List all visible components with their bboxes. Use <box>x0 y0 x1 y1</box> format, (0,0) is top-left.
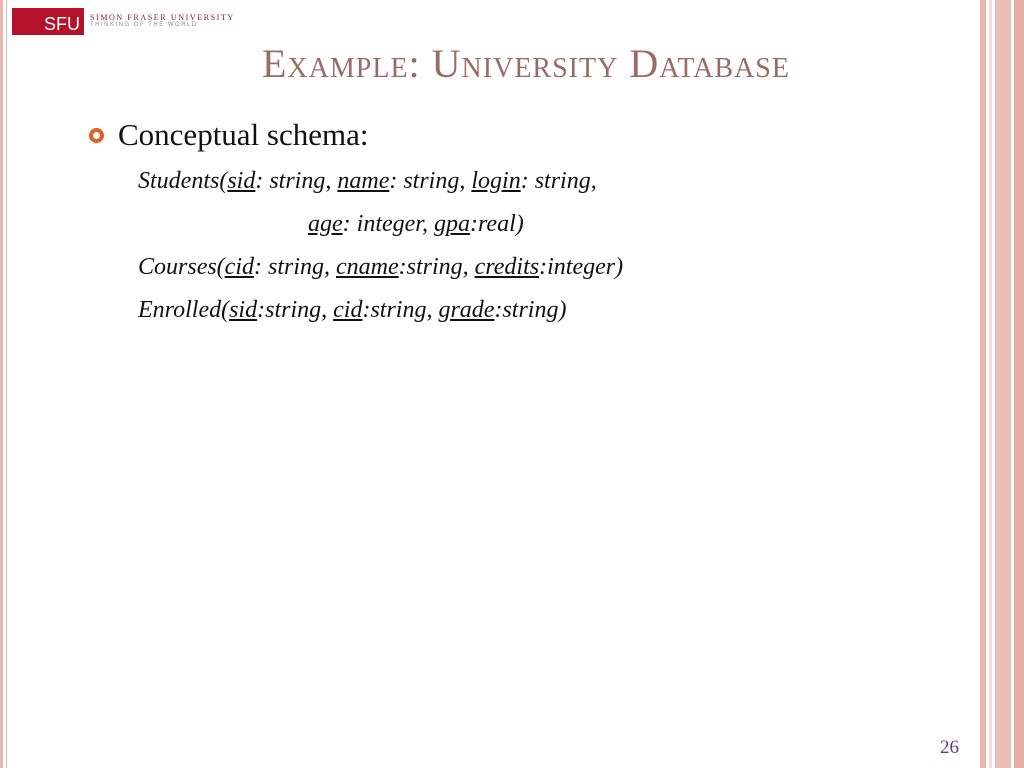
attribute-gpa: gpa <box>433 211 470 237</box>
type-text: :string, <box>362 297 439 323</box>
sfu-logo-mark-text: SFU <box>44 14 80 34</box>
right-border-band <box>989 0 992 768</box>
schema-enrolled <box>138 296 566 325</box>
university-tagline: THINKING OF THE WORLD <box>90 22 198 29</box>
attribute-credits: credits <box>474 254 540 280</box>
type-text: : string, <box>255 168 338 194</box>
relation-name: Courses( <box>138 254 225 280</box>
left-border-stripe <box>0 0 3 768</box>
right-border-band <box>980 0 986 768</box>
attribute-login: login <box>471 168 521 194</box>
type-text: :integer) <box>539 254 624 280</box>
type-text: : string, <box>389 168 472 194</box>
type-text: : integer, <box>342 211 434 237</box>
attribute-name: name <box>337 168 390 194</box>
type-text: :string, <box>398 254 475 280</box>
bullet-conceptual-schema: Conceptual schema: <box>118 117 369 152</box>
attribute-cid: cid <box>333 297 363 323</box>
schema-courses <box>138 253 623 282</box>
type-text: :real) <box>469 211 524 237</box>
right-border-band <box>1014 0 1024 768</box>
page-number: 26 <box>940 737 959 758</box>
schema-students-continued <box>308 210 524 239</box>
university-name: SIMON FRASER UNIVERSITY <box>90 12 235 22</box>
type-text: :string) <box>494 297 567 323</box>
type-text: : string, <box>254 254 337 280</box>
ring-bullet-icon <box>89 128 104 143</box>
sfu-logo <box>12 8 235 35</box>
schema-students <box>138 167 597 196</box>
left-border-line <box>6 0 7 768</box>
attribute-grade: grade <box>438 297 495 323</box>
relation-name: Students( <box>138 168 228 194</box>
type-text: : string, <box>520 168 597 194</box>
attribute-cid: cid <box>224 254 254 280</box>
sfu-logo-mark <box>12 8 84 35</box>
slide-title: Example: University Database <box>262 41 790 86</box>
attribute-sid: sid <box>227 168 256 194</box>
type-text: :string, <box>257 297 334 323</box>
attribute-age: age <box>308 211 343 237</box>
attribute-cname: cname <box>336 254 399 280</box>
relation-name: Enrolled( <box>138 297 230 323</box>
attribute-sid: sid <box>229 297 258 323</box>
right-border-band <box>995 0 1011 768</box>
sfu-logo-wordmark <box>90 14 235 30</box>
